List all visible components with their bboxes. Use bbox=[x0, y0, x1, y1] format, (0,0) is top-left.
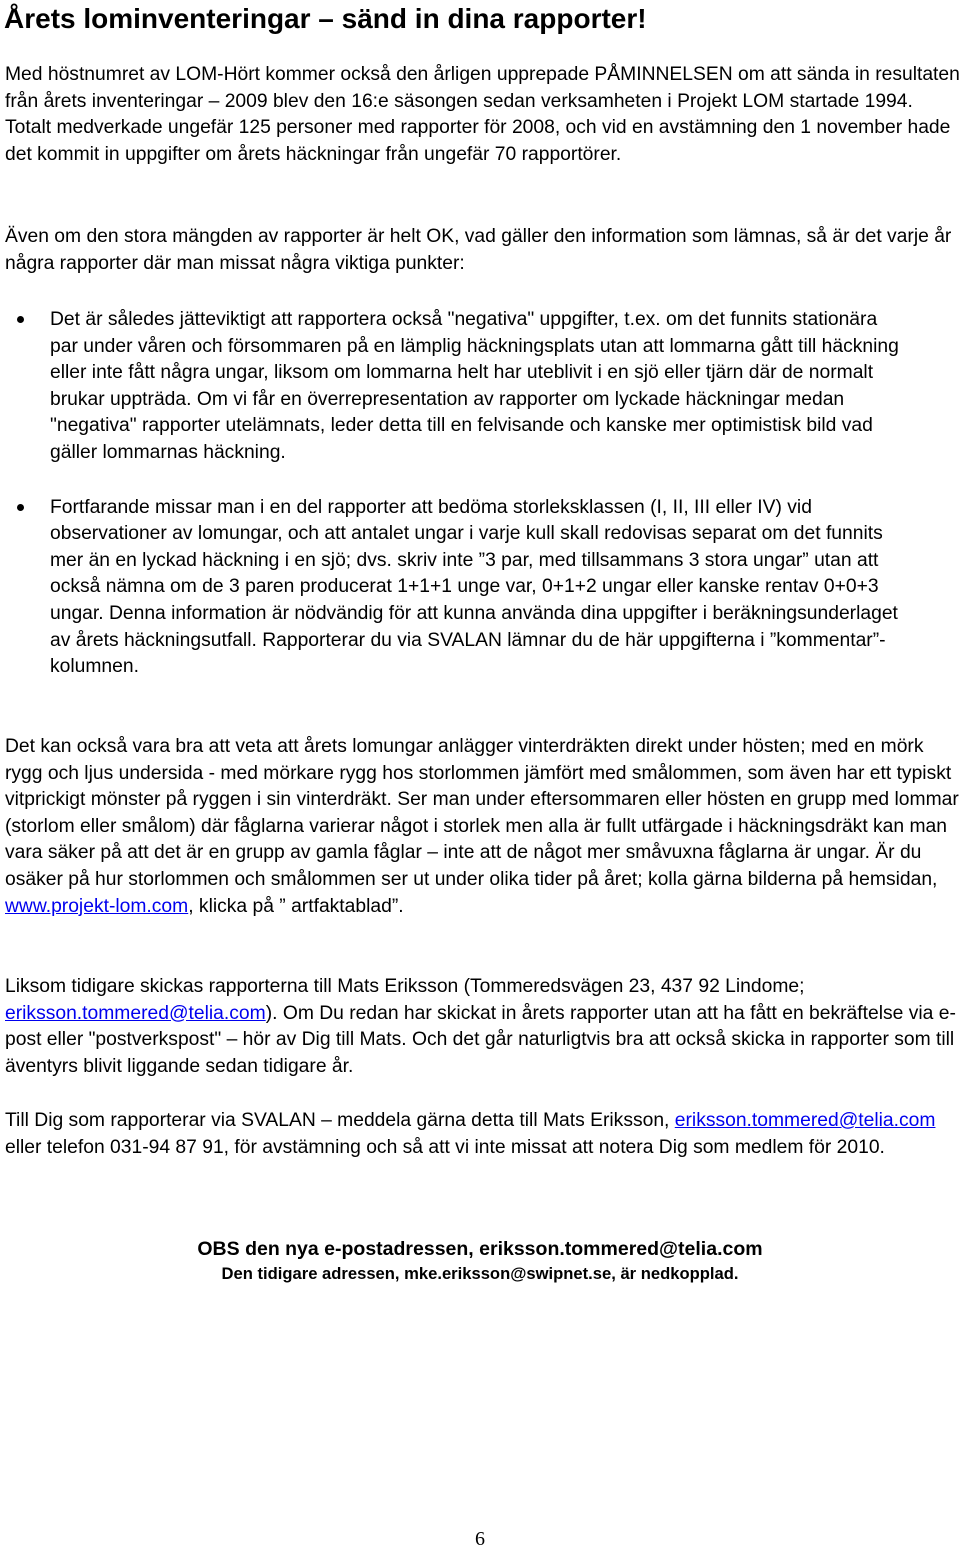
svalan-paragraph bbox=[5, 1108, 960, 1161]
bullet-text: Det är således jätteviktigt att rapportera också "negativa" uppgifter, t.ex. om det funnits stationära par under våren och försommaren på en lämplig häckningsplats utan att lommarna gått till häckning eller inte fått några ungar, liksom om lommarna helt har uteblivit i en sjö eller tjärn där de normalt brukar uppträda. Om vi får en överrepresentation av rapporter om lyckade häckningar medan "negativa" rapporter utelämnats, leder detta till en felvisande och kanske mer optimistisk bild vad gäller lommarnas häckning. bbox=[50, 309, 899, 463]
paragraph-text: Det kan också vara bra att veta att årets lomungar anlägger vinterdräkten direkt under hösten; med en mörk rygg och ljus undersida - med mörkare rygg hos storlommen jämfört med smålommen, som även har ett typiskt vitprickigt mönster på ryggen i sin vinterdräkt. Ser man under eftersommaren eller hösten en grupp med lommar (storlom eller smålom) där fåglarna varierar något i storlek men alla är fullt utfärgade i häckningsdräkt kan man vara säker på att det är en grupp av gamla fåglar – inte att de något mer småvuxna fåglarna är ungar. Är du osäker på hur storlommen och smålommen ser ut under olika tider på året; kolla gärna bilderna på hemsidan, bbox=[5, 736, 959, 890]
bullet-icon bbox=[17, 504, 24, 511]
email-link[interactable]: eriksson.tommered@telia.com bbox=[674, 1110, 936, 1131]
paragraph-text: Till Dig som rapporterar via SVALAN – meddela gärna detta till Mats Eriksson, bbox=[5, 1110, 675, 1131]
paragraph-text: , klicka på ” artfaktablad”. bbox=[188, 895, 404, 917]
page-title: Årets lominventeringar – sänd in dina rapporter! bbox=[4, 3, 647, 34]
obs-old-email-notice: Den tidigare adressen, mke.eriksson@swipnet.se, är nedkopplad. bbox=[221, 1264, 739, 1283]
paragraph-text: Liksom tidigare skickas rapporterna till Mats Eriksson (Tommeredsvägen 23, 437 92 Lindome; bbox=[5, 976, 805, 997]
paragraph-text: eller telefon 031-94 87 91, för avstämning och så att vi inte missat att notera Dig som medlem för 2010. bbox=[5, 1136, 885, 1158]
missed-points-list bbox=[0, 307, 960, 681]
bullet-icon bbox=[17, 316, 24, 323]
projekt-lom-link[interactable]: www.projekt-lom.com bbox=[5, 895, 189, 917]
list-item-negative-reports bbox=[0, 307, 910, 467]
list-item-size-class bbox=[0, 495, 910, 681]
ok-paragraph: Även om den stora mängden av rapporter är helt OK, vad gäller den information som lämnas, så är det varje år några rapporter där man missat några viktiga punkter: bbox=[5, 226, 952, 274]
email-link[interactable]: eriksson.tommered@telia.com bbox=[5, 1002, 266, 1024]
send-reports-paragraph bbox=[5, 974, 960, 1080]
page-number: 6 bbox=[475, 1528, 485, 1550]
intro-paragraph: Med höstnumret av LOM-Hört kommer också den årligen upprepade PÅMINNELSEN om att sända in resultaten från årets inventeringar – 2009 blev den 16:e säsongen sedan verksamheten i Projekt LOM startade 1994. Totalt medverkade ungefär 125 personer med rapporter för 2008, och vid en avstämning den 1 november hade det kommit in uppgifter om årets häckningar från ungefär 70 rapportörer. bbox=[5, 64, 960, 165]
winter-plumage-paragraph bbox=[5, 734, 960, 920]
paragraph-text: ). Om Du redan har skickat in årets rapporter utan att ha fått en bekräftelse via e-post eller "postverkspost" – hör av Dig till Mats. Och det går naturligtvis bra att också skicka in rapporter som till äventyrs blivit liggande sedan tidigare år. bbox=[5, 1002, 956, 1077]
bullet-text: Fortfarande missar man i en del rapporter att bedöma storleksklassen (I, II, III eller IV) vid observationer av lomungar, och att antalet ungar i varje kull skall redovisas separat om det funnits mer än en lyckad häckning i en sjö; dvs. skriv inte ”3 par, med tillsammans 3 stora ungar” utan att också nämna om de 3 paren producerat 1+1+1 unge var, 0+1+2 ungar eller kanske rentav 0+0+3 ungar. Denna information är nödvändig för att kunna använda dina uppgifter i beräkningsunderlaget av årets häckningsutfall. Rapporterar du via SVALAN lämnar du de här uppgifterna i ”kommentar”-kolumnen. bbox=[50, 496, 898, 678]
obs-new-email-notice: OBS den nya e-postadressen, eriksson.tommered@telia.com bbox=[197, 1238, 763, 1260]
